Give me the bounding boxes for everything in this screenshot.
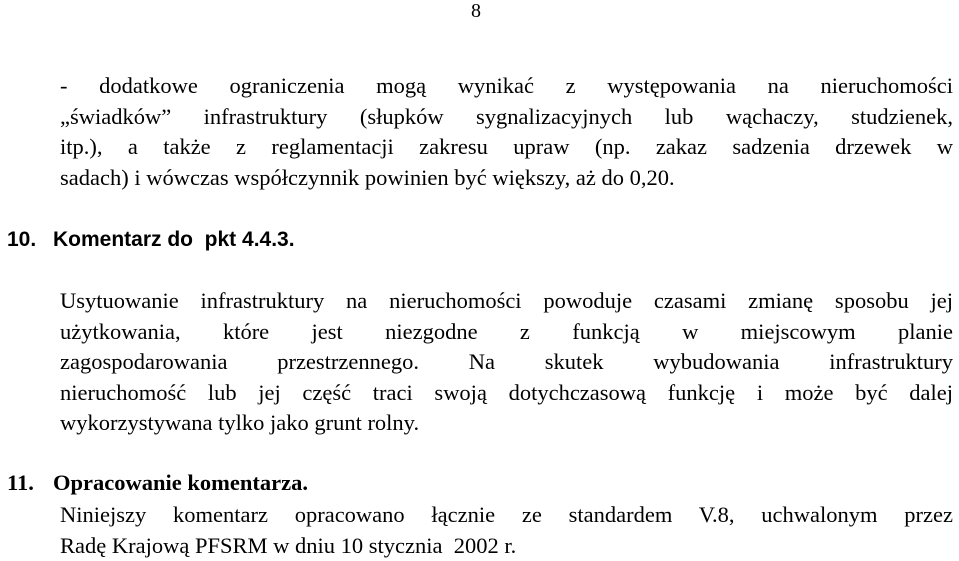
section-11-paragraph (60, 500, 953, 561)
paragraph-line: Radę Krajową PFSRM w dniu 10 stycznia 2002 r. (60, 531, 953, 561)
section-11-heading (7, 468, 308, 498)
paragraph-line: nieruchomość lub jej część traci swoją dotychczasową funkcję i może być dalej (60, 378, 953, 409)
paragraph-line: Usytuowanie infrastruktury na nieruchomości powoduje czasami zmianę sposobu jej (60, 286, 953, 317)
section-10-heading (7, 226, 295, 254)
page-number: 8 (471, 0, 481, 24)
section-title: Komentarz do pkt 4.4.3. (53, 228, 295, 251)
section-number: 10. (7, 226, 53, 254)
paragraph-line: zagospodarowania przestrzennego. Na skutek wybudowania infrastruktury (60, 347, 953, 378)
paragraph-line: wykorzystywana tylko jako grunt rolny. (60, 408, 953, 439)
paragraph-line: itp.), a także z reglamentacji zakresu upraw (np. zakaz sadzenia drzewek w (60, 132, 953, 163)
paragraph-line: Niniejszy komentarz opracowano łącznie ze standardem V.8, uchwalonym przez (60, 500, 953, 531)
paragraph-line: użytkowania, które jest niezgodne z funkcją w miejscowym planie (60, 317, 953, 348)
section-title: Opracowanie komentarza. (53, 470, 308, 495)
paragraph-line: „świadków” infrastruktury (słupków sygnalizacyjnych lub wąchaczy, studzienek, (60, 102, 953, 133)
paragraph-line: sadach) i wówczas współczynnik powinien być większy, aż do 0,20. (60, 163, 953, 194)
bullet-paragraph (60, 71, 953, 193)
section-10-paragraph (60, 286, 953, 439)
paragraph-line: - dodatkowe ograniczenia mogą wynikać z występowania na nieruchomości (60, 71, 953, 102)
section-number: 11. (7, 468, 53, 498)
